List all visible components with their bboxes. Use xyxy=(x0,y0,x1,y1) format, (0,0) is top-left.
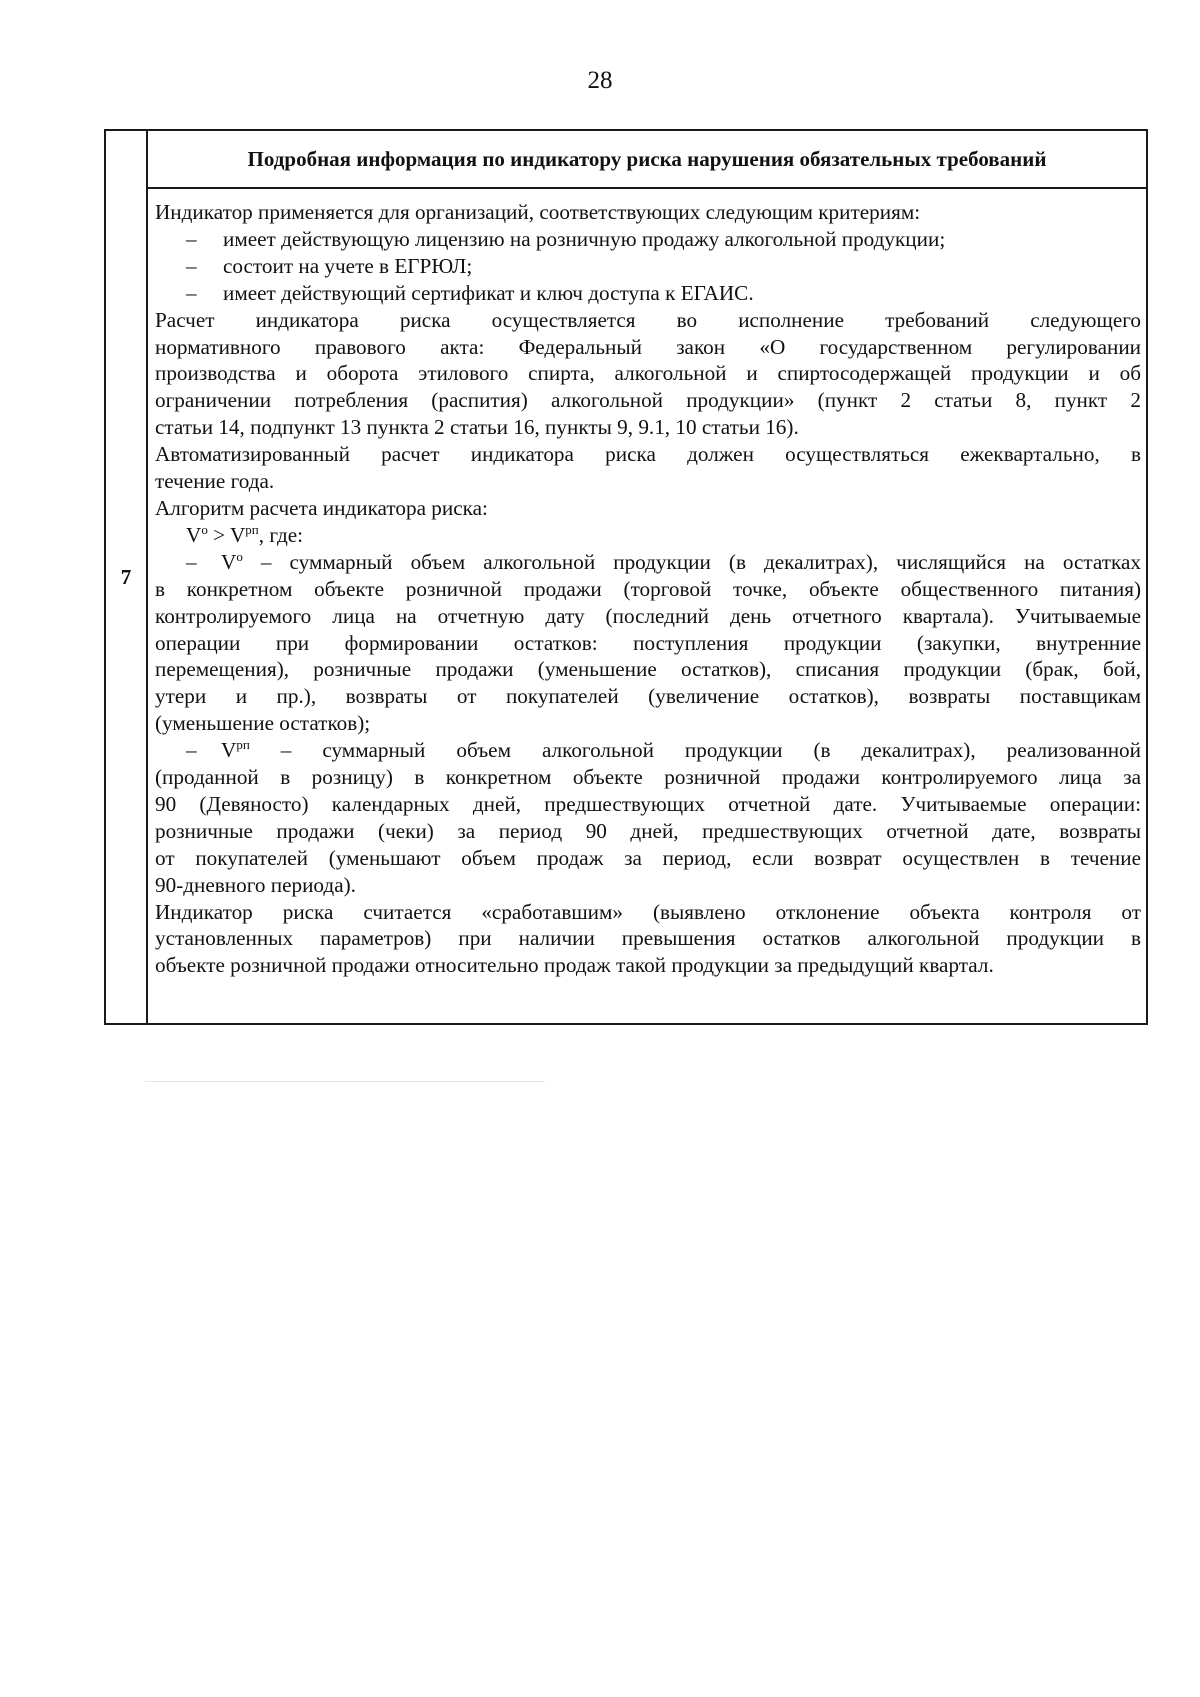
list-item-text: имеет действующий сертификат и ключ доступа к ЕГАИС. xyxy=(223,280,754,305)
formula-sup-rp: рп xyxy=(236,737,250,753)
paragraph-line: Автоматизированный расчет индикатора риска должен осуществляться ежеквартально, в xyxy=(155,442,1141,467)
row-number: 7 xyxy=(120,564,132,589)
paragraph-line: в конкретном объекте розничной продажи (торговой точке, объекте общественного питания) xyxy=(155,576,1141,601)
paragraph-line: течение года. xyxy=(155,469,275,494)
paragraph-line: перемещения), розничные продажи (уменьшение остатков), списания продукции (брак, бой, xyxy=(155,657,1141,682)
table-row xyxy=(105,188,1147,1024)
paragraph-line: (уменьшение остатков); xyxy=(155,711,371,736)
scan-artifact-line xyxy=(145,1081,545,1082)
paragraph-line: 90-дневного периода). xyxy=(155,872,356,897)
dash-marker: – xyxy=(186,738,197,763)
page-number: 28 xyxy=(587,67,613,94)
paragraph-line: объекте розничной продажи относительно продаж такой продукции за предыдущий квартал. xyxy=(155,953,994,978)
formula-sup-o: o xyxy=(201,521,208,537)
formula xyxy=(155,522,1141,549)
list-item-text: состоит на учете в ЕГРЮЛ; xyxy=(223,253,473,278)
formula-gt: > xyxy=(207,522,230,547)
table-header: Подробная информация по индикатору риска нарушения обязательных требований xyxy=(247,147,1047,171)
paragraph-line: нормативного правового акта: Федеральный закон «О государственном регулировании xyxy=(155,334,1141,359)
list-item xyxy=(155,280,1141,307)
paragraph-line: Индикатор риска считается «сработавшим» (выявлено отклонение объекта контроля от xyxy=(155,899,1141,924)
algorithm-title: Алгоритм расчета индикатора риска: xyxy=(155,495,488,520)
formula-v: V xyxy=(221,549,237,574)
formula-v: V xyxy=(229,522,246,547)
paragraph-line: 90 (Девяносто) календарных дней, предшествующих отчетной дате. Учитываемые операции: xyxy=(155,791,1141,816)
intro-text: Индикатор применяется для организаций, соответствующих следующим критериям: xyxy=(155,200,921,224)
dash-marker: – xyxy=(186,253,197,278)
list-item-text: имеет действующую лицензию на розничную продажу алкогольной продукции; xyxy=(223,226,946,251)
dash-marker: – xyxy=(186,549,197,574)
dash-marker: – xyxy=(186,226,197,251)
table-row xyxy=(105,130,1147,188)
dash-marker: – xyxy=(186,280,197,305)
paragraph-line: ограничении потребления (распития) алкогольной продукции» (пункт 2 статьи 8, пункт 2 xyxy=(155,388,1141,413)
paragraph-line: розничные продажи (чеки) за период 90 дней, предшествующих отчетной дате, возвраты xyxy=(155,818,1141,843)
paragraph-line: от покупателей (уменьшают объем продаж за период, если возврат осуществлен в течение xyxy=(155,845,1141,870)
list-item xyxy=(155,226,1141,253)
paragraph-line: (проданной в розницу) в конкретном объекте розничной продажи контролируемого лица за xyxy=(155,765,1141,790)
paragraph-line: статьи 14, подпункт 13 пункта 2 статьи 16, пункты 9, 9.1, 10 статьи 16). xyxy=(155,415,799,440)
paragraph-line: установленных параметров) при наличии превышения остатков алкогольной продукции в xyxy=(155,926,1141,951)
formula-v: V xyxy=(186,522,202,547)
definition-o xyxy=(155,549,1141,576)
paragraph-line: контролируемого лица на отчетную дату (последний день отчетного квартала). Учитываемые xyxy=(155,603,1141,628)
header-cell xyxy=(147,130,1147,188)
list-item xyxy=(155,253,1141,280)
paragraph-line: производства и оборота этилового спирта, алкогольной и спиртосодержащей продукции и об xyxy=(155,361,1141,386)
paragraph-line: операции при формировании остатков: поступления продукции (закупки, внутренние xyxy=(155,630,1141,655)
formula-sup-o: o xyxy=(236,548,243,564)
formula-where: , где: xyxy=(258,522,304,547)
row-number-cell xyxy=(105,130,147,1024)
definition-text: – суммарный объем алкогольной продукции (в декалитрах), числящийся на остатках xyxy=(242,549,1141,574)
paragraph-line: утери и пр.), возвраты от покупателей (увеличение остатков), возвраты поставщикам xyxy=(155,684,1141,709)
formula-v: V xyxy=(221,738,237,763)
definition-rp xyxy=(155,737,1141,764)
definition-text: – суммарный объем алкогольной продукции (в декалитрах), реализованной xyxy=(249,738,1141,763)
formula-sup-rp: рп xyxy=(245,521,259,537)
body-cell xyxy=(147,188,1147,1024)
risk-indicator-table xyxy=(104,129,1148,1025)
paragraph-line: Расчет индикатора риска осуществляется во исполнение требований следующего xyxy=(155,307,1141,332)
